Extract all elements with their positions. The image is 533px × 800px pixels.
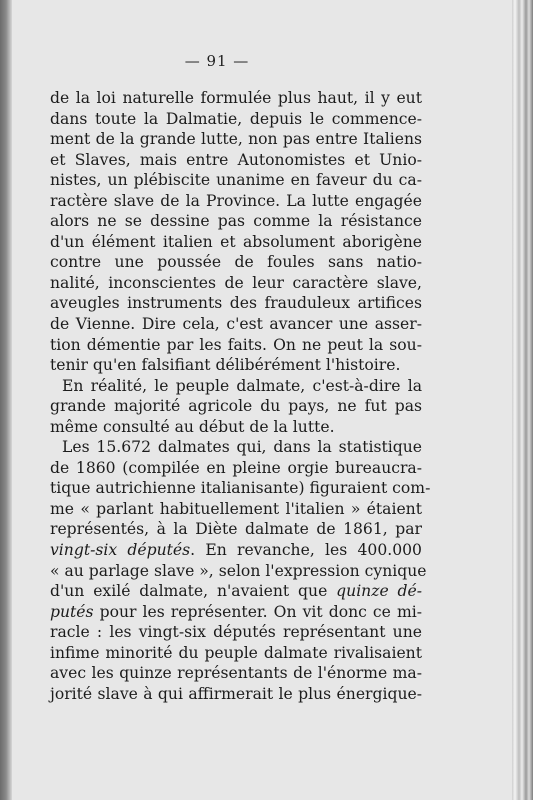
text-line: jorité slave à qui affirmerait le plus énergique- [50, 684, 422, 703]
text-line: dans toute la Dalmatie, depuis le commence- [50, 109, 422, 128]
text-line: représentés, à la Diète dalmate de 1861, par [50, 520, 422, 539]
book-page [12, 0, 512, 800]
body-text [50, 88, 431, 704]
text-line: tenir qu'en falsifiant délibérément l'histoire. [50, 356, 401, 375]
text-fragment: pour les représenter. On vit donc ce mi- [93, 602, 422, 621]
text-line [50, 602, 422, 623]
text-line: d'un élément italien et absolument aborigène [50, 232, 422, 251]
text-line: me « parlant habituellement l'italien » étaient [50, 499, 422, 518]
text-line: nalité, inconscientes de leur caractère slave, [50, 273, 422, 292]
text-line: nistes, un plébiscite unanime en faveur du ca- [50, 171, 422, 190]
text-fragment: d'un exilé dalmate, n'avaient que [50, 582, 337, 601]
text-line: « au parlage slave », selon l'expression cynique [50, 561, 427, 580]
text-line: ractère slave de la Province. La lutte engagée [50, 191, 422, 210]
text-line: ment de la grande lutte, non pas entre Italiens [50, 130, 422, 149]
italic-phrase: vingt-six députés [50, 541, 191, 560]
book-spine-edge [512, 0, 533, 800]
text-line: de 1860 (compilée en pleine orgie bureaucra- [50, 458, 422, 477]
text-fragment: . En revanche, les 400.000 [190, 541, 422, 560]
text-line: et Slaves, mais entre Autonomistes et Unio- [50, 150, 422, 169]
text-line: contre une poussée de foules sans natio- [50, 253, 422, 272]
text-line: Les 15.672 dalmates qui, dans la statistique [62, 438, 422, 457]
text-line: aveugles instruments des frauduleux artifices [50, 294, 422, 313]
text-line: tique autrichienne italianisante) figuraient com- [50, 479, 431, 498]
text-line: de Vienne. Dire cela, c'est avancer une asser- [50, 315, 422, 334]
italic-phrase: quinze dé- [336, 582, 423, 601]
text-line: racle : les vingt-six députés représentant une [50, 623, 422, 642]
text-line: avec les quinze représentants de l'énorme ma- [50, 664, 422, 683]
text-line [50, 581, 422, 602]
text-line: grande majorité agricole du pays, ne fut pas [50, 397, 422, 416]
italic-phrase: putés [50, 602, 94, 621]
text-line: alors ne se dessine pas comme la résistance [50, 212, 422, 231]
text-line: tion démentie par les faits. On ne peut la sou- [50, 335, 422, 354]
text-line [50, 540, 422, 561]
text-line: même consulté au début de la lutte. [50, 417, 335, 436]
text-line: infime minorité du peuple dalmate rivalisaient [50, 643, 422, 662]
text-line: En réalité, le peuple dalmate, c'est-à-dire la [62, 376, 422, 395]
text-line: de la loi naturelle formulée plus haut, il y eut [50, 89, 422, 107]
page-number: — 91 — [184, 52, 250, 70]
